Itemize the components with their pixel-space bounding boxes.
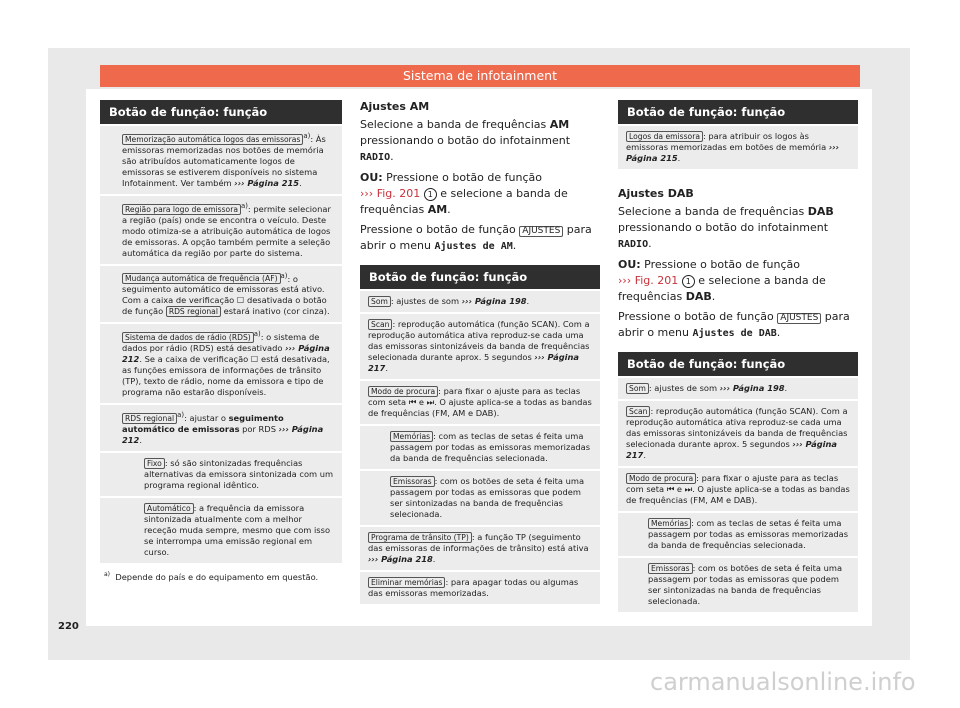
function-table-middle bbox=[360, 265, 600, 604]
function-key: Memórias bbox=[648, 518, 691, 529]
table-row: Memorização automática logos das emissoras $^{a)}$: Às emissoras memorizadas nos botões de memória são atribuídos automaticamente logos de emissoras se estiverem disponíveis no sistema Infotainment. Ver também ››› Página 215. bbox=[100, 124, 342, 194]
section-heading: Ajustes DAB bbox=[618, 187, 694, 200]
table-row: Sistema de dados de rádio (RDS) $^{a)}$: o sistema de dados por rádio (RDS) está desativado ››› Página 212. Se a caixa de verificação ☐ está desativada, as funções emissora de informações de trânsito (TP), texto de rádio, nome da emissora e tipo de programa não estarão disponíveis. bbox=[100, 322, 342, 403]
table-row: Scan : reprodução automática (função SCAN). Com a reprodução automática ativa reproduz-se cada uma das emissoras sintonizáveis da banda de frequências selecionada durante aprox. 5 segundos ››› Página 217. bbox=[360, 312, 600, 379]
function-key: Modo de procura bbox=[368, 386, 438, 397]
paragraph: Pressione o botão de função AJUSTES para abrir o menu Ajustes de DAB. bbox=[618, 310, 850, 339]
section-heading: Ajustes AM bbox=[360, 100, 430, 113]
function-key: Automático bbox=[144, 503, 194, 514]
table-title: Botão de função: função bbox=[360, 265, 600, 289]
page-number: 220 bbox=[58, 621, 79, 632]
table-row: Som : ajustes de som ››› Página 198. bbox=[360, 289, 600, 312]
footnote: $^{a)}$ Depende do país e do equipamento em questão. bbox=[104, 570, 319, 582]
function-table-left bbox=[100, 100, 342, 563]
table-row: Emissoras : com os botões de seta é feita uma passagem por todas as emissoras que podem ser sintonizadas na banda de frequências selecionada. bbox=[618, 556, 858, 612]
table-row: Mudança automática de frequência (AF) $^{a)}$: o seguimento automático de emissoras está ativo. Com a caixa de verificação ☐ desativada o botão de função RDS regional estará inativo (cor cinza). bbox=[100, 264, 342, 323]
function-key: Scan bbox=[626, 406, 650, 417]
table-row: Região para logo de emissora $^{a)}$: permite selecionar a região (país) onde se encontra o veículo. Deste modo otimiza-se a atribuição automática de logos de emissoras. A opção também permite a seleção automática da região por parte do sistema. bbox=[100, 194, 342, 264]
function-key: Scan bbox=[368, 319, 392, 330]
function-key: Som bbox=[368, 296, 391, 307]
paragraph: Pressione o botão de função AJUSTES para abrir o menu Ajustes de AM. bbox=[360, 223, 592, 252]
function-key: RDS regional bbox=[166, 306, 221, 317]
table-row: Emissoras : com os botões de seta é feita uma passagem por todas as emissoras que podem ser sintonizadas na banda de frequências selecionada. bbox=[360, 469, 600, 525]
radio-button-label: RADIO bbox=[360, 152, 391, 163]
paragraph: OU: Pressione o botão de função ››› Fig. 201 1 e selecione a banda de frequências AM. bbox=[360, 171, 568, 216]
function-key: Mudança automática de frequência (AF) bbox=[122, 273, 281, 284]
table-row: Modo de procura : para fixar o ajuste para as teclas com seta ⏮ e ⏭. O ajuste aplica-se a todas as bandas de frequências (FM, AM e DAB). bbox=[618, 466, 858, 511]
function-key: Emissoras bbox=[390, 476, 435, 487]
watermark: carmanualsonline.info bbox=[650, 668, 916, 696]
function-key: AJUSTES bbox=[777, 313, 821, 324]
function-table-right bbox=[618, 352, 858, 612]
function-key: Memórias bbox=[390, 431, 433, 442]
table-row: RDS regional $^{a)}$: ajustar o seguimento automático de emissoras por RDS ››› Página 212. bbox=[100, 403, 342, 451]
paragraph: OU: Pressione o botão de função ››› Fig. 201 1 e selecione a banda de frequências DAB. bbox=[618, 258, 826, 303]
table-row: Memórias : com as teclas de setas é feita uma passagem por todas as emissoras memorizadas da banda de frequências selecionada. bbox=[360, 424, 600, 469]
table-row: Logos da emissora : para atribuir os logos às emissoras memorizadas em botões de memória ››› Página 215. bbox=[618, 124, 858, 169]
function-key: Emissoras bbox=[648, 563, 693, 574]
table-row: Automático : a frequência da emissora sintonizada atualmente com a melhor receção muda sempre, mesmo que com isso se interrompa uma emissão regional em curso. bbox=[100, 496, 342, 563]
function-key: Sistema de dados de rádio (RDS) bbox=[122, 332, 254, 343]
function-key: Modo de procura bbox=[626, 473, 696, 484]
table-row: Som : ajustes de som ››› Página 198. bbox=[618, 376, 858, 399]
function-table-right-top bbox=[618, 100, 858, 169]
function-key: Memorização automática logos das emissoras bbox=[122, 134, 303, 145]
table-title: Botão de função: função bbox=[618, 100, 858, 124]
table-row: Programa de trânsito (TP) : a função TP (seguimento das emissoras de informações de trânsito) está ativa ››› Página 218. bbox=[360, 525, 600, 570]
paragraph: Selecione a banda de frequências AM pressionando o botão do infotainment RADIO. bbox=[360, 118, 571, 163]
callout-number: 1 bbox=[424, 188, 437, 201]
paragraph: Selecione a banda de frequências DAB pressionando o botão do infotainment RADIO. bbox=[618, 205, 834, 250]
function-key: Região para logo de emissora bbox=[122, 204, 241, 215]
table-row: Memórias : com as teclas de setas é feita uma passagem por todas as emissoras memorizadas da banda de frequências selecionada. bbox=[618, 511, 858, 556]
section-header: Sistema de infotainment bbox=[100, 65, 860, 87]
radio-button-label: RADIO bbox=[618, 239, 649, 250]
function-key: Fixo bbox=[144, 458, 165, 469]
middle-column bbox=[360, 100, 600, 604]
table-row: Fixo : só são sintonizadas frequências alternativas da emissora sintonizada com um programa regional idêntico. bbox=[100, 451, 342, 496]
function-key: RDS regional bbox=[122, 413, 177, 424]
function-key: Programa de trânsito (TP) bbox=[368, 532, 472, 543]
function-key: Logos da emissora bbox=[626, 131, 703, 142]
left-column bbox=[100, 100, 342, 582]
function-key: Som bbox=[626, 383, 649, 394]
table-title: Botão de função: função bbox=[100, 100, 342, 124]
table-title: Botão de função: função bbox=[618, 352, 858, 376]
right-column bbox=[618, 100, 858, 612]
table-row: Modo de procura : para fixar o ajuste para as teclas com seta ⏮ e ⏭. O ajuste aplica-se a todas as bandas de frequências (FM, AM e DAB). bbox=[360, 379, 600, 424]
table-row: Eliminar memórias : para apagar todas ou algumas das emissoras memorizadas. bbox=[360, 570, 600, 604]
table-row: Scan : reprodução automática (função SCAN). Com a reprodução automática ativa reproduz-se cada uma das emissoras sintonizáveis da banda de frequências selecionada durante aprox. 5 segundos ››› Página 217. bbox=[618, 399, 858, 466]
function-key: AJUSTES bbox=[519, 226, 563, 237]
figure-link[interactable]: ››› Fig. 201 bbox=[618, 274, 679, 287]
function-key: Eliminar memórias bbox=[368, 577, 445, 588]
figure-link[interactable]: ››› Fig. 201 bbox=[360, 187, 421, 200]
callout-number: 1 bbox=[682, 275, 695, 288]
